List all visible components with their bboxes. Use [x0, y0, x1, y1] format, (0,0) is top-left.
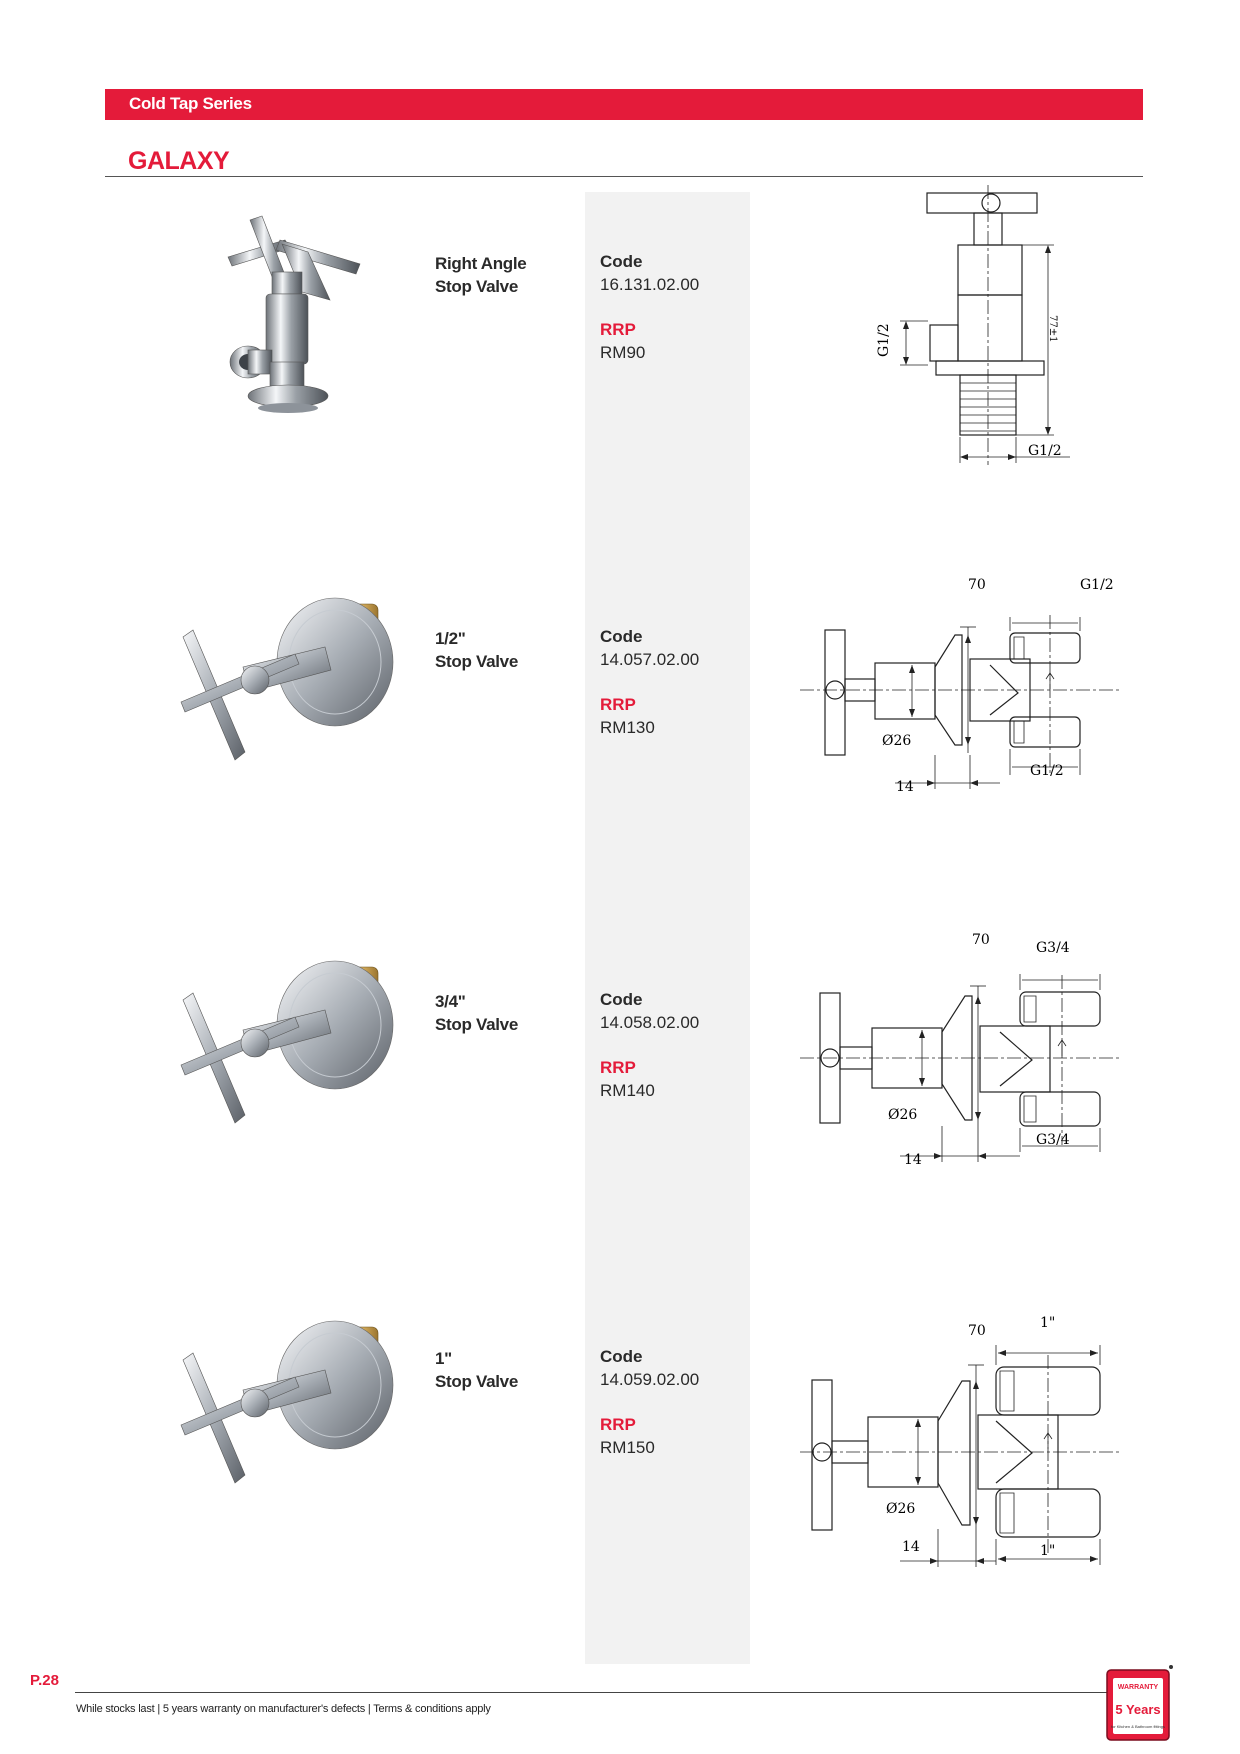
stop-valve-photo — [175, 592, 405, 777]
product-code: 14.059.02.00 — [600, 1370, 700, 1389]
code-label: Code — [600, 252, 643, 271]
product-code: 16.131.02.00 — [600, 275, 700, 294]
technical-drawing — [800, 1305, 1130, 1575]
rrp-label: RRP — [600, 1058, 636, 1077]
product-code: 14.058.02.00 — [600, 1013, 700, 1032]
top-thread-dimension: G1/2 — [1080, 577, 1114, 593]
product-name-line2: Stop Valve — [435, 277, 518, 296]
plate-dimension: 70 — [968, 577, 986, 593]
rrp-label: RRP — [600, 320, 636, 339]
right-angle-valve-photo — [210, 212, 380, 422]
top-thread-dimension: 1" — [1040, 1315, 1056, 1331]
product-name-line1: 3/4" — [435, 992, 466, 1011]
product-code: 14.057.02.00 — [600, 650, 700, 669]
product-name-line2: Stop Valve — [435, 1372, 518, 1391]
range-divider — [105, 176, 1143, 177]
footer-note: While stocks last | 5 years warranty on manufacturer's defects | Terms & conditions apply — [76, 1703, 491, 1715]
page-number: P.28 — [30, 1672, 59, 1689]
code-label: Code — [600, 1347, 643, 1366]
product-name-line1: Right Angle — [435, 254, 527, 273]
offset-dimension: 14 — [904, 1152, 922, 1168]
series-banner — [105, 89, 1143, 120]
top-thread-dimension: G3/4 — [1036, 940, 1070, 956]
warranty-top-text: WARRANTY — [1117, 1684, 1159, 1691]
warranty-sub-text: for Kitchen & Bathroom fittings — [1110, 1724, 1166, 1729]
diameter-dimension: Ø26 — [888, 1107, 918, 1123]
product-price: RM150 — [600, 1438, 655, 1457]
product-name-line2: Stop Valve — [435, 652, 518, 671]
rrp-label: RRP — [600, 695, 636, 714]
product-name-line1: 1/2" — [435, 629, 466, 648]
product-name — [435, 990, 518, 1036]
diameter-dimension: Ø26 — [882, 733, 912, 749]
code-label: Code — [600, 627, 643, 646]
side-thread-dimension: G1/2 — [876, 323, 892, 357]
height-dimension: 77±1 — [1047, 315, 1058, 343]
plate-dimension: 70 — [972, 932, 990, 948]
bottom-thread-dimension: G3/4 — [1036, 1132, 1070, 1148]
series-title: Cold Tap Series — [129, 94, 252, 113]
technical-drawing — [800, 930, 1130, 1170]
rrp-label: RRP — [600, 1415, 636, 1434]
offset-dimension: 14 — [896, 779, 914, 795]
product-name-line1: 1" — [435, 1349, 452, 1368]
product-name-line2: Stop Valve — [435, 1015, 518, 1034]
product-name — [435, 627, 518, 673]
stop-valve-photo — [175, 955, 405, 1140]
product-price: RM90 — [600, 343, 646, 362]
code-label: Code — [600, 990, 643, 1009]
product-name — [435, 252, 526, 298]
plate-dimension: 70 — [968, 1323, 986, 1339]
product-price: RM140 — [600, 1081, 655, 1100]
range-title: GALAXY — [128, 147, 230, 175]
bottom-thread-dimension: G1/2 — [1030, 763, 1064, 779]
bottom-thread-dimension: G1/2 — [1028, 443, 1062, 459]
offset-dimension: 14 — [902, 1539, 920, 1555]
bottom-thread-dimension: 1" — [1040, 1543, 1056, 1559]
technical-drawing — [860, 185, 1100, 470]
footer-divider — [75, 1692, 1140, 1693]
warranty-years-text: 5 Years — [1115, 1702, 1161, 1717]
product-name — [435, 1347, 518, 1393]
product-price: RM130 — [600, 718, 655, 737]
warranty-badge — [1105, 1664, 1175, 1744]
technical-drawing — [800, 575, 1130, 805]
diameter-dimension: Ø26 — [886, 1501, 916, 1517]
stop-valve-photo — [175, 1315, 405, 1500]
